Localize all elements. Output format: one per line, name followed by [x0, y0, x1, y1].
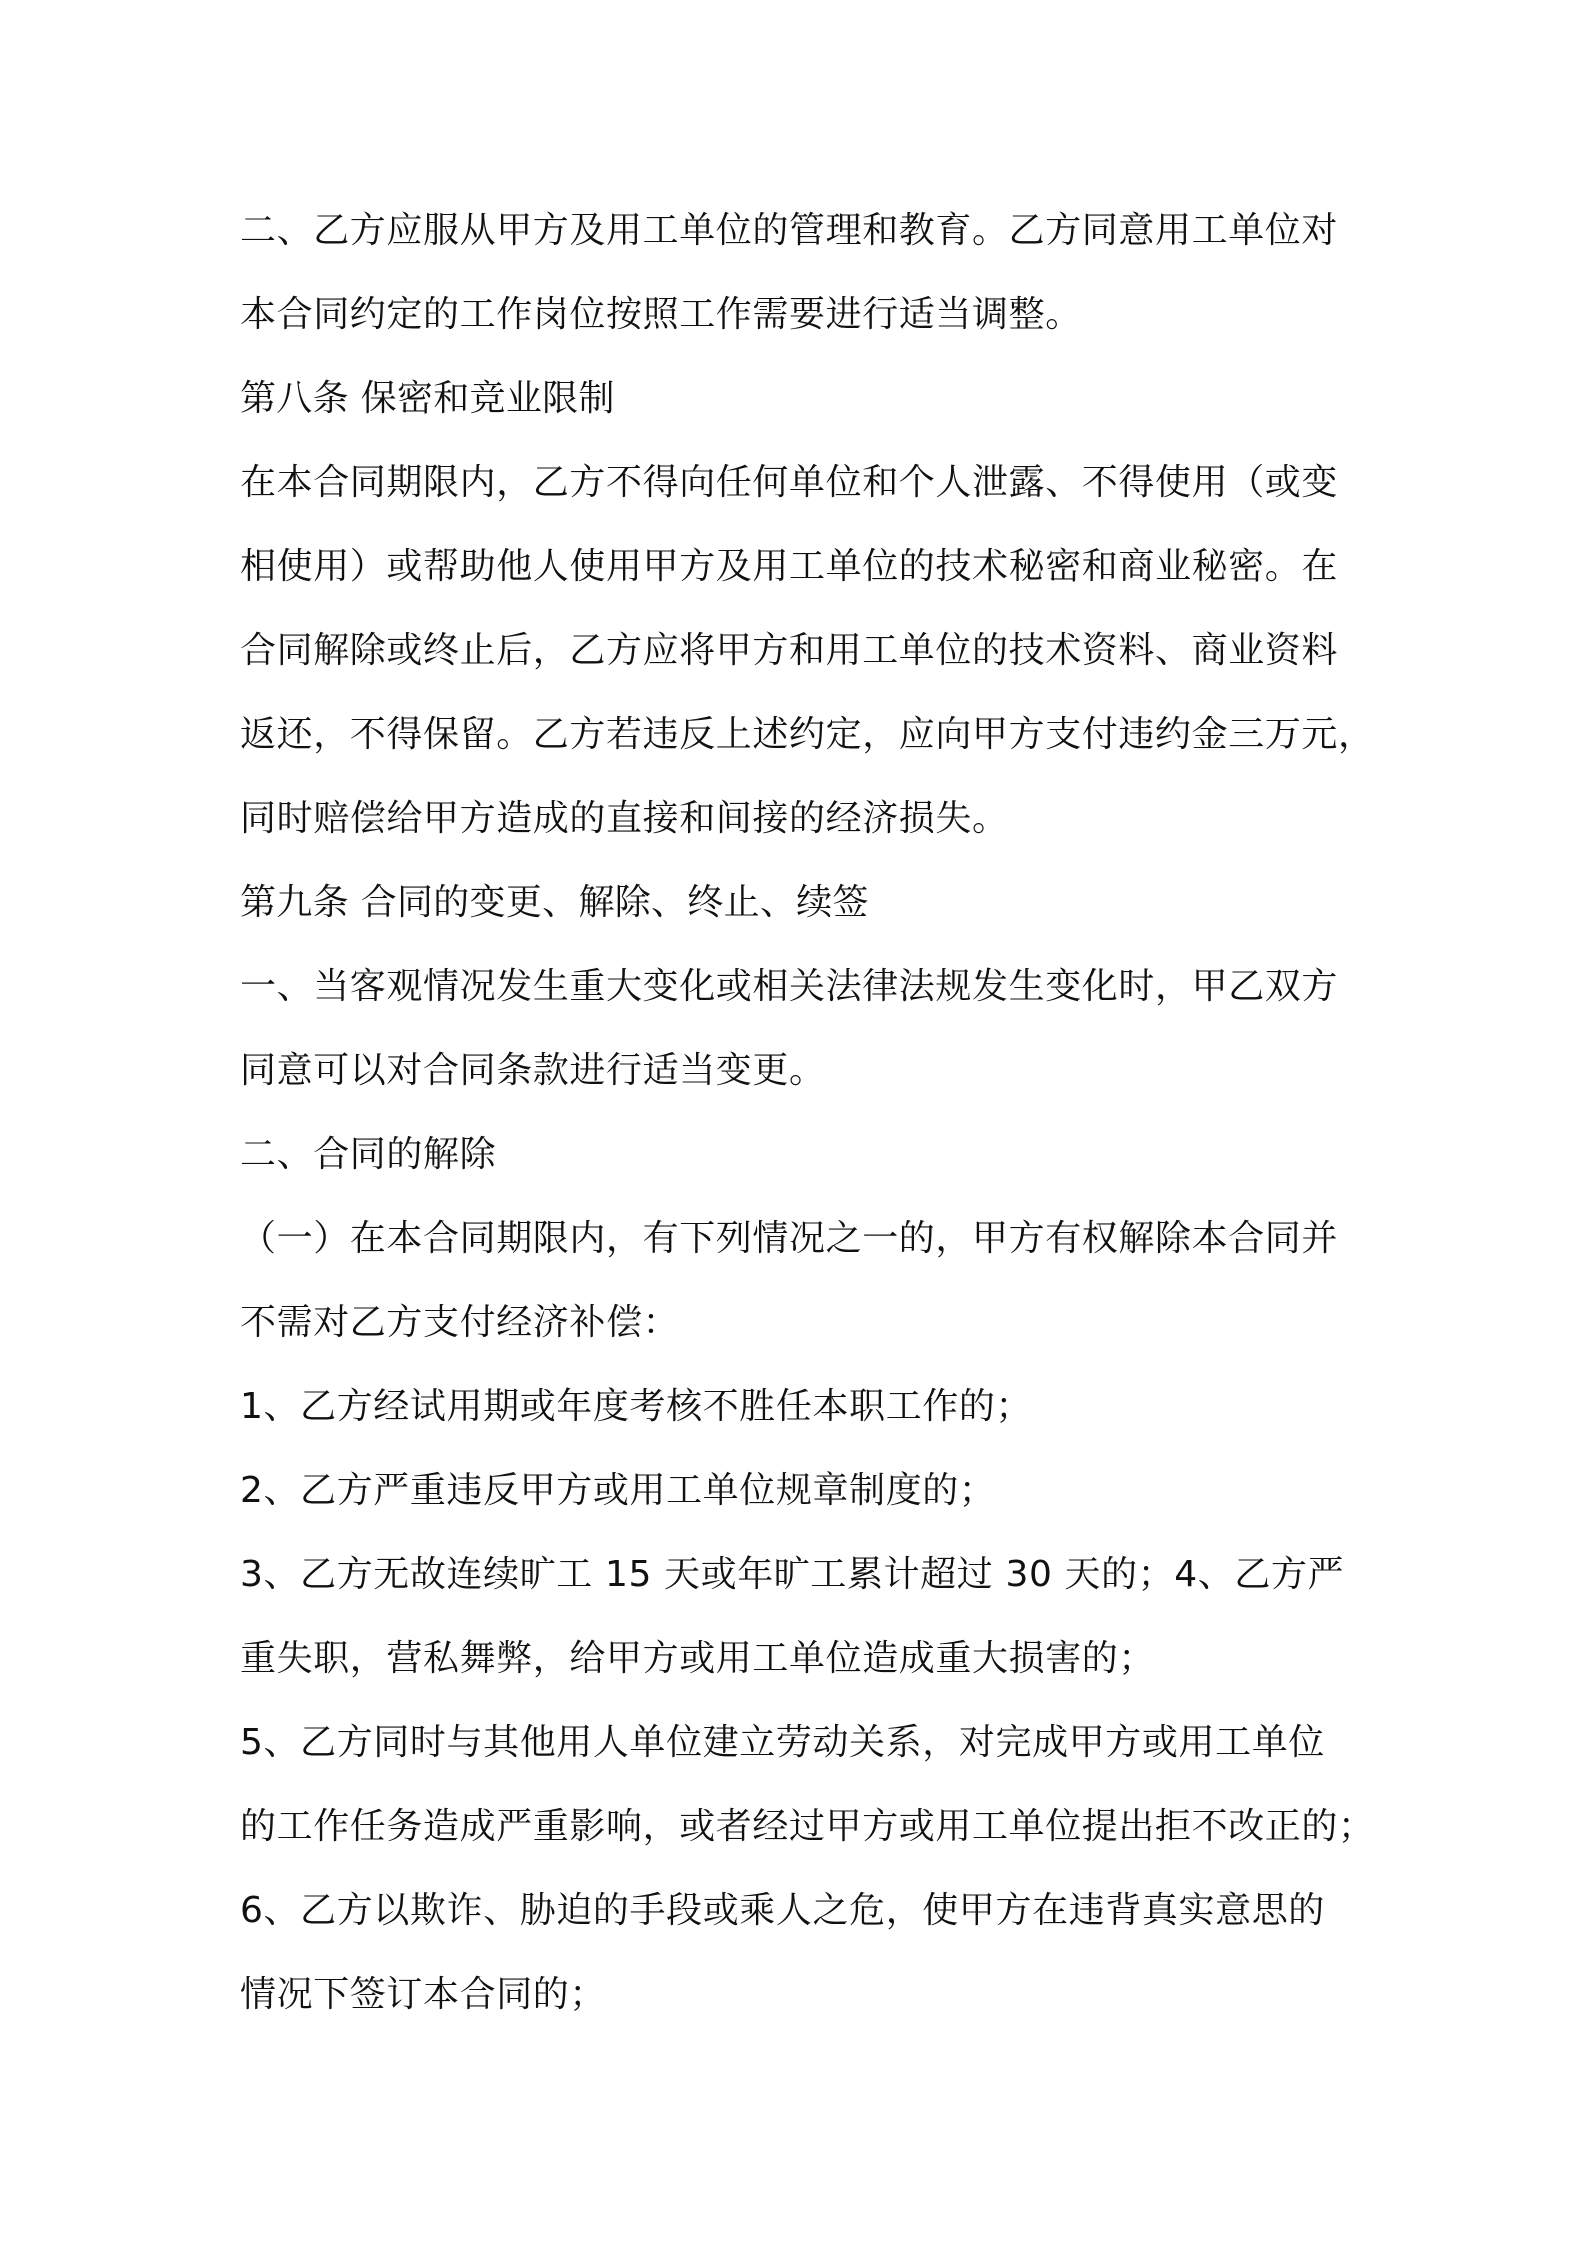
paragraph-line: 相使用）或帮助他人使用甲方及用工单位的技术秘密和商业秘密。在 — [240, 546, 1339, 587]
paragraph-line: 合同解除或终止后，乙方应将甲方和用工单位的技术资料、商业资料 — [240, 630, 1339, 671]
paragraph-line: 同意可以对合同条款进行适当变更。 — [240, 1050, 826, 1091]
article-heading: 第九条 合同的变更、解除、终止、续签 — [240, 882, 869, 923]
list-item: 重失职，营私舞弊，给甲方或用工单位造成重大损害的； — [240, 1638, 1156, 1679]
paragraph-line: 一、当客观情况发生重大变化或相关法律法规发生变化时，甲乙双方 — [240, 966, 1339, 1007]
list-item: 情况下签订本合同的； — [240, 1974, 607, 2015]
paragraph-line: 本合同约定的工作岗位按照工作需要进行适当调整。 — [240, 294, 1082, 335]
paragraph-line: 同时赔偿给甲方造成的直接和间接的经济损失。 — [240, 798, 1009, 839]
list-item: 1、乙方经试用期或年度考核不胜任本职工作的； — [240, 1386, 1033, 1427]
paragraph-line: 不需对乙方支付经济补偿： — [240, 1302, 680, 1343]
list-item: 6、乙方以欺诈、胁迫的手段或乘人之危，使甲方在违背真实意思的 — [240, 1890, 1325, 1931]
paragraph-line: （一）在本合同期限内，有下列情况之一的，甲方有权解除本合同并 — [240, 1218, 1339, 1259]
list-item: 5、乙方同时与其他用人单位建立劳动关系，对完成甲方或用工单位 — [240, 1722, 1325, 1763]
paragraph-line: 二、乙方应服从甲方及用工单位的管理和教育。乙方同意用工单位对 — [240, 210, 1339, 251]
paragraph-line: 在本合同期限内，乙方不得向任何单位和个人泄露、不得使用（或变 — [240, 462, 1339, 503]
list-item: 2、乙方严重违反甲方或用工单位规章制度的； — [240, 1470, 996, 1511]
article-heading: 第八条 保密和竞业限制 — [240, 378, 615, 419]
list-item: 的工作任务造成严重影响，或者经过甲方或用工单位提出拒不改正的； — [240, 1806, 1375, 1847]
list-item: 3、乙方无故连续旷工 15 天或年旷工累计超过 30 天的；4、乙方严 — [240, 1554, 1345, 1595]
paragraph-line: 返还，不得保留。乙方若违反上述约定，应向甲方支付违约金三万元， — [240, 714, 1375, 755]
section-heading: 二、合同的解除 — [240, 1134, 497, 1175]
contract-text-body — [240, 202, 1375, 2050]
